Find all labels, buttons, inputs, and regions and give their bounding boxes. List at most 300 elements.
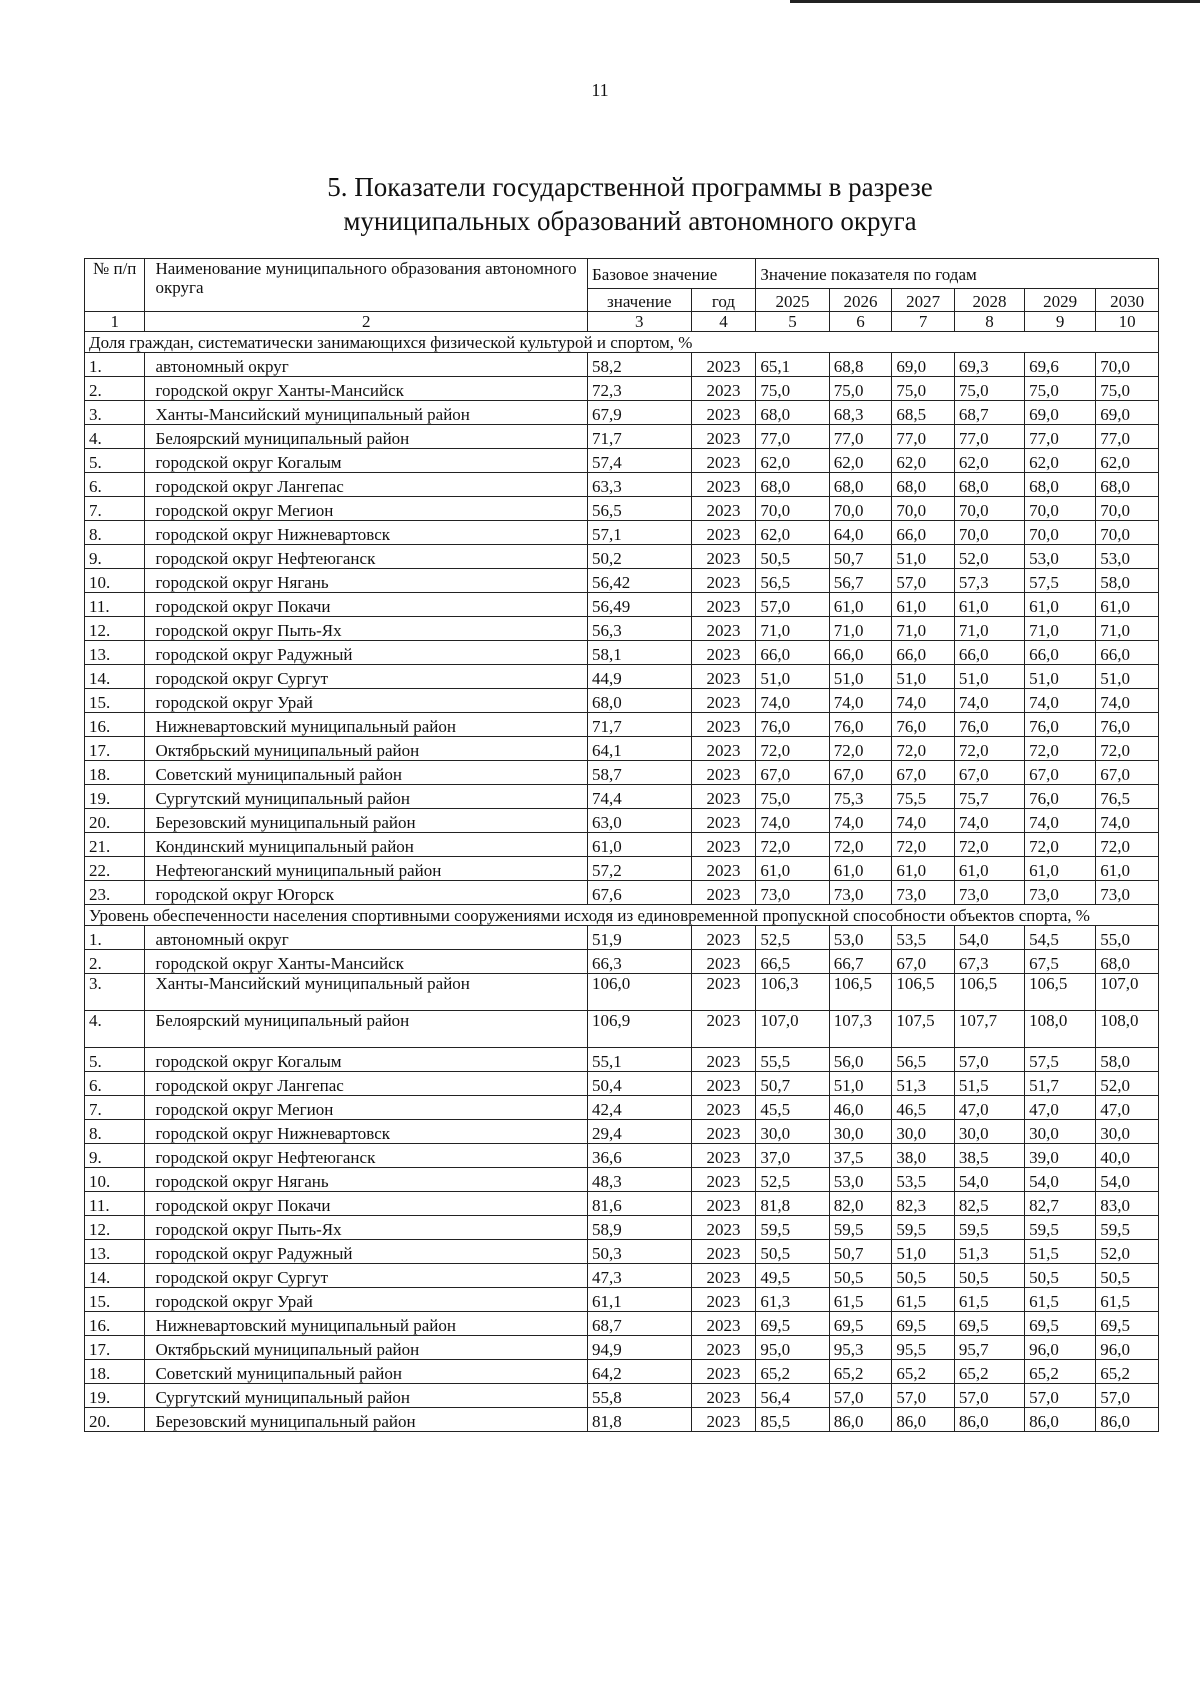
row-number: 9. [85, 1144, 145, 1168]
row-number: 13. [85, 641, 145, 665]
year-value-2030: 54,0 [1096, 1168, 1159, 1192]
table-row [85, 1168, 1159, 1192]
year-value-2030: 58,0 [1096, 1048, 1159, 1072]
municipality-name: городской округ Нягань [145, 1168, 588, 1192]
municipality-name: городской округ Ханты-Мансийск [145, 950, 588, 974]
row-number: 5. [85, 1048, 145, 1072]
year-value-2028: 68,7 [954, 401, 1024, 425]
year-value-2030: 30,0 [1096, 1120, 1159, 1144]
row-number: 17. [85, 737, 145, 761]
municipality-name: Белоярский муниципальный район [145, 425, 588, 449]
year-value-2029: 65,2 [1025, 1360, 1096, 1384]
municipality-name: Ханты-Мансийский муниципальный район [145, 401, 588, 425]
base-value: 50,4 [587, 1072, 691, 1096]
year-value-2030: 70,0 [1096, 521, 1159, 545]
year-value-2025: 73,0 [756, 881, 829, 905]
table-row [85, 665, 1159, 689]
municipality-name: Нефтеюганский муниципальный район [145, 857, 588, 881]
year-value-2028: 59,5 [954, 1216, 1024, 1240]
year-value-2030: 70,0 [1096, 497, 1159, 521]
header-year-2030: 2030 [1096, 288, 1159, 311]
year-value-2029: 67,0 [1025, 761, 1096, 785]
base-year: 2023 [691, 809, 756, 833]
year-value-2025: 106,3 [756, 974, 829, 1011]
year-value-2026: 70,0 [829, 497, 892, 521]
row-number: 10. [85, 569, 145, 593]
year-value-2027: 69,5 [892, 1312, 955, 1336]
year-value-2026: 61,0 [829, 857, 892, 881]
base-value: 56,5 [587, 497, 691, 521]
year-value-2027: 62,0 [892, 449, 955, 473]
base-year: 2023 [691, 1264, 756, 1288]
year-value-2027: 57,0 [892, 569, 955, 593]
table-row [85, 641, 1159, 665]
year-value-2028: 75,0 [954, 377, 1024, 401]
year-value-2027: 57,0 [892, 1384, 955, 1408]
base-value: 94,9 [587, 1336, 691, 1360]
year-value-2025: 52,5 [756, 1168, 829, 1192]
table-row [85, 1408, 1159, 1432]
table-row [85, 761, 1159, 785]
year-value-2025: 72,0 [756, 737, 829, 761]
year-value-2030: 65,2 [1096, 1360, 1159, 1384]
base-year: 2023 [691, 569, 756, 593]
year-value-2025: 61,0 [756, 857, 829, 881]
table-row [85, 1011, 1159, 1048]
base-year: 2023 [691, 353, 756, 377]
municipality-name: городской округ Пыть-Ях [145, 1216, 588, 1240]
table-row [85, 926, 1159, 950]
table-row [85, 1192, 1159, 1216]
page-title [0, 170, 1200, 238]
year-value-2030: 76,5 [1096, 785, 1159, 809]
year-value-2030: 52,0 [1096, 1240, 1159, 1264]
year-value-2028: 51,0 [954, 665, 1024, 689]
municipality-name: городской округ Нефтеюганск [145, 545, 588, 569]
table-row [85, 497, 1159, 521]
year-value-2026: 69,5 [829, 1312, 892, 1336]
year-value-2026: 62,0 [829, 449, 892, 473]
municipality-name: городской округ Когалым [145, 449, 588, 473]
year-value-2029: 51,7 [1025, 1072, 1096, 1096]
base-value: 72,3 [587, 377, 691, 401]
year-value-2029: 75,0 [1025, 377, 1096, 401]
year-value-2028: 71,0 [954, 617, 1024, 641]
year-value-2025: 51,0 [756, 665, 829, 689]
year-value-2029: 51,5 [1025, 1240, 1096, 1264]
year-value-2028: 30,0 [954, 1120, 1024, 1144]
row-number: 5. [85, 449, 145, 473]
year-value-2029: 66,0 [1025, 641, 1096, 665]
municipality-name: городской округ Покачи [145, 1192, 588, 1216]
year-value-2029: 108,0 [1025, 1011, 1096, 1048]
municipality-name: городской округ Ханты-Мансийск [145, 377, 588, 401]
year-value-2029: 67,5 [1025, 950, 1096, 974]
base-value: 55,1 [587, 1048, 691, 1072]
year-value-2027: 76,0 [892, 713, 955, 737]
base-year: 2023 [691, 1011, 756, 1048]
row-number: 16. [85, 1312, 145, 1336]
municipality-name: Сургутский муниципальный район [145, 785, 588, 809]
page-number: 11 [591, 80, 609, 100]
year-value-2029: 54,5 [1025, 926, 1096, 950]
municipality-name: автономный округ [145, 353, 588, 377]
table-row [85, 1360, 1159, 1384]
table-row [85, 689, 1159, 713]
year-value-2027: 65,2 [892, 1360, 955, 1384]
year-value-2029: 39,0 [1025, 1144, 1096, 1168]
year-value-2028: 70,0 [954, 497, 1024, 521]
year-value-2025: 75,0 [756, 377, 829, 401]
municipality-name: городской округ Лангепас [145, 473, 588, 497]
base-value: 67,6 [587, 881, 691, 905]
year-value-2027: 74,0 [892, 689, 955, 713]
row-number: 1. [85, 926, 145, 950]
municipality-name: городской округ Сургут [145, 665, 588, 689]
base-year: 2023 [691, 713, 756, 737]
year-value-2030: 107,0 [1096, 974, 1159, 1011]
year-value-2025: 59,5 [756, 1216, 829, 1240]
row-number: 4. [85, 1011, 145, 1048]
base-year: 2023 [691, 641, 756, 665]
year-value-2030: 68,0 [1096, 950, 1159, 974]
year-value-2027: 67,0 [892, 950, 955, 974]
year-value-2029: 61,0 [1025, 857, 1096, 881]
title-line-1: 5. Показатели государственной программы в разрезе [327, 172, 933, 202]
header-year-2026: 2026 [829, 288, 892, 311]
base-year: 2023 [691, 1360, 756, 1384]
year-value-2027: 51,3 [892, 1072, 955, 1096]
section-title-row [85, 332, 1159, 353]
year-value-2026: 74,0 [829, 689, 892, 713]
year-value-2029: 30,0 [1025, 1120, 1096, 1144]
year-value-2027: 50,5 [892, 1264, 955, 1288]
year-value-2030: 73,0 [1096, 881, 1159, 905]
row-number: 9. [85, 545, 145, 569]
base-year: 2023 [691, 1168, 756, 1192]
year-value-2027: 72,0 [892, 737, 955, 761]
year-value-2028: 54,0 [954, 1168, 1024, 1192]
base-value: 57,2 [587, 857, 691, 881]
row-number: 21. [85, 833, 145, 857]
year-value-2028: 86,0 [954, 1408, 1024, 1432]
year-value-2030: 76,0 [1096, 713, 1159, 737]
year-value-2026: 65,2 [829, 1360, 892, 1384]
table-row [85, 1120, 1159, 1144]
table-row [85, 377, 1159, 401]
year-value-2025: 66,5 [756, 950, 829, 974]
year-value-2027: 95,5 [892, 1336, 955, 1360]
year-value-2027: 72,0 [892, 833, 955, 857]
column-numbers-row [85, 312, 1159, 332]
base-value: 50,3 [587, 1240, 691, 1264]
municipality-name: городской округ Мегион [145, 497, 588, 521]
year-value-2030: 40,0 [1096, 1144, 1159, 1168]
row-number: 6. [85, 473, 145, 497]
base-value: 36,6 [587, 1144, 691, 1168]
municipality-name: городской округ Когалым [145, 1048, 588, 1072]
row-number: 11. [85, 593, 145, 617]
row-number: 13. [85, 1240, 145, 1264]
year-value-2028: 54,0 [954, 926, 1024, 950]
year-value-2029: 76,0 [1025, 713, 1096, 737]
municipality-name: городской округ Пыть-Ях [145, 617, 588, 641]
year-value-2029: 57,5 [1025, 569, 1096, 593]
base-year: 2023 [691, 1408, 756, 1432]
year-value-2029: 47,0 [1025, 1096, 1096, 1120]
municipality-name: Березовский муниципальный район [145, 1408, 588, 1432]
year-value-2029: 51,0 [1025, 665, 1096, 689]
year-value-2027: 53,5 [892, 926, 955, 950]
col-number: 6 [829, 312, 892, 332]
row-number: 16. [85, 713, 145, 737]
year-value-2025: 74,0 [756, 809, 829, 833]
year-value-2027: 51,0 [892, 1240, 955, 1264]
year-value-2025: 68,0 [756, 473, 829, 497]
year-value-2030: 57,0 [1096, 1384, 1159, 1408]
year-value-2026: 107,3 [829, 1011, 892, 1048]
year-value-2026: 61,5 [829, 1288, 892, 1312]
row-number: 10. [85, 1168, 145, 1192]
municipality-name: автономный округ [145, 926, 588, 950]
year-value-2026: 73,0 [829, 881, 892, 905]
base-value: 48,3 [587, 1168, 691, 1192]
indicators-table [84, 258, 1159, 1432]
base-value: 106,0 [587, 974, 691, 1011]
year-value-2030: 67,0 [1096, 761, 1159, 785]
year-value-2028: 106,5 [954, 974, 1024, 1011]
table-row [85, 1096, 1159, 1120]
year-value-2030: 61,0 [1096, 593, 1159, 617]
row-number: 3. [85, 974, 145, 1011]
year-value-2025: 56,4 [756, 1384, 829, 1408]
year-value-2030: 69,0 [1096, 401, 1159, 425]
year-value-2027: 56,5 [892, 1048, 955, 1072]
year-value-2030: 66,0 [1096, 641, 1159, 665]
table-row [85, 713, 1159, 737]
row-number: 19. [85, 785, 145, 809]
year-value-2028: 82,5 [954, 1192, 1024, 1216]
base-year: 2023 [691, 1120, 756, 1144]
table-row [85, 1384, 1159, 1408]
municipality-name: городской округ Покачи [145, 593, 588, 617]
municipality-name: городской округ Нягань [145, 569, 588, 593]
year-value-2030: 52,0 [1096, 1072, 1159, 1096]
header-year-2028: 2028 [954, 288, 1024, 311]
year-value-2028: 50,5 [954, 1264, 1024, 1288]
year-value-2026: 53,0 [829, 1168, 892, 1192]
year-value-2028: 61,5 [954, 1288, 1024, 1312]
year-value-2030: 68,0 [1096, 473, 1159, 497]
base-year: 2023 [691, 473, 756, 497]
year-value-2025: 37,0 [756, 1144, 829, 1168]
year-value-2029: 69,0 [1025, 401, 1096, 425]
base-value: 64,2 [587, 1360, 691, 1384]
base-value: 56,49 [587, 593, 691, 617]
header-year-2029: 2029 [1025, 288, 1096, 311]
table-row [85, 1264, 1159, 1288]
year-value-2026: 61,0 [829, 593, 892, 617]
year-value-2029: 61,5 [1025, 1288, 1096, 1312]
year-value-2028: 74,0 [954, 809, 1024, 833]
base-value: 64,1 [587, 737, 691, 761]
year-value-2025: 67,0 [756, 761, 829, 785]
row-number: 20. [85, 809, 145, 833]
base-value: 58,2 [587, 353, 691, 377]
row-number: 8. [85, 521, 145, 545]
year-value-2025: 65,1 [756, 353, 829, 377]
year-value-2025: 68,0 [756, 401, 829, 425]
year-value-2027: 30,0 [892, 1120, 955, 1144]
base-value: 63,3 [587, 473, 691, 497]
year-value-2025: 66,0 [756, 641, 829, 665]
year-value-2027: 86,0 [892, 1408, 955, 1432]
year-value-2027: 68,5 [892, 401, 955, 425]
base-value: 58,9 [587, 1216, 691, 1240]
col-number: 4 [691, 312, 756, 332]
year-value-2028: 65,2 [954, 1360, 1024, 1384]
table-row [85, 1072, 1159, 1096]
title-line-2: муниципальных образований автономного округа [343, 206, 917, 236]
year-value-2030: 74,0 [1096, 809, 1159, 833]
year-value-2029: 86,0 [1025, 1408, 1096, 1432]
table-row [85, 857, 1159, 881]
base-value: 66,3 [587, 950, 691, 974]
year-value-2029: 77,0 [1025, 425, 1096, 449]
table-row [85, 353, 1159, 377]
base-value: 74,4 [587, 785, 691, 809]
base-value: 57,4 [587, 449, 691, 473]
row-number: 12. [85, 617, 145, 641]
base-year: 2023 [691, 521, 756, 545]
base-year: 2023 [691, 737, 756, 761]
year-value-2028: 66,0 [954, 641, 1024, 665]
year-value-2026: 57,0 [829, 1384, 892, 1408]
page-edge-line [790, 0, 1200, 3]
year-value-2026: 50,7 [829, 1240, 892, 1264]
year-value-2030: 74,0 [1096, 689, 1159, 713]
year-value-2029: 82,7 [1025, 1192, 1096, 1216]
table-row [85, 1288, 1159, 1312]
year-value-2026: 72,0 [829, 737, 892, 761]
table-row [85, 1048, 1159, 1072]
col-number: 10 [1096, 312, 1159, 332]
year-value-2025: 50,5 [756, 1240, 829, 1264]
table-row [85, 593, 1159, 617]
row-number: 2. [85, 950, 145, 974]
municipality-name: Советский муниципальный район [145, 1360, 588, 1384]
base-value: 68,7 [587, 1312, 691, 1336]
municipality-name: городской округ Урай [145, 1288, 588, 1312]
year-value-2030: 96,0 [1096, 1336, 1159, 1360]
year-value-2030: 51,0 [1096, 665, 1159, 689]
year-value-2028: 57,3 [954, 569, 1024, 593]
municipality-name: Белоярский муниципальный район [145, 1011, 588, 1048]
row-number: 7. [85, 497, 145, 521]
col-number: 9 [1025, 312, 1096, 332]
year-value-2026: 66,7 [829, 950, 892, 974]
year-value-2027: 61,0 [892, 857, 955, 881]
year-value-2029: 73,0 [1025, 881, 1096, 905]
municipality-name: городской округ Югорск [145, 881, 588, 905]
table-row [85, 521, 1159, 545]
year-value-2028: 51,5 [954, 1072, 1024, 1096]
year-value-2029: 62,0 [1025, 449, 1096, 473]
year-value-2025: 69,5 [756, 1312, 829, 1336]
base-value: 56,42 [587, 569, 691, 593]
base-year: 2023 [691, 761, 756, 785]
row-number: 22. [85, 857, 145, 881]
year-value-2030: 53,0 [1096, 545, 1159, 569]
indicators-table-wrap [84, 258, 1159, 1432]
year-value-2030: 72,0 [1096, 833, 1159, 857]
base-value: 44,9 [587, 665, 691, 689]
base-value: 47,3 [587, 1264, 691, 1288]
row-number: 14. [85, 665, 145, 689]
municipality-name: Октябрьский муниципальный район [145, 1336, 588, 1360]
header-year-2025: 2025 [756, 288, 829, 311]
year-value-2030: 62,0 [1096, 449, 1159, 473]
year-value-2027: 61,0 [892, 593, 955, 617]
year-value-2029: 59,5 [1025, 1216, 1096, 1240]
year-value-2026: 37,5 [829, 1144, 892, 1168]
year-value-2030: 61,5 [1096, 1288, 1159, 1312]
table-row [85, 401, 1159, 425]
year-value-2025: 30,0 [756, 1120, 829, 1144]
year-value-2026: 50,5 [829, 1264, 892, 1288]
base-value: 50,2 [587, 545, 691, 569]
year-value-2029: 53,0 [1025, 545, 1096, 569]
year-value-2026: 67,0 [829, 761, 892, 785]
year-value-2026: 51,0 [829, 1072, 892, 1096]
municipality-name: Нижневартовский муниципальный район [145, 1312, 588, 1336]
base-year: 2023 [691, 1312, 756, 1336]
header-name: Наименование муниципального образования автономного округа [145, 259, 588, 312]
col-number: 3 [587, 312, 691, 332]
table-row [85, 809, 1159, 833]
year-value-2026: 56,0 [829, 1048, 892, 1072]
row-number: 11. [85, 1192, 145, 1216]
year-value-2026: 59,5 [829, 1216, 892, 1240]
row-number: 18. [85, 761, 145, 785]
year-value-2029: 74,0 [1025, 689, 1096, 713]
year-value-2030: 75,0 [1096, 377, 1159, 401]
year-value-2028: 72,0 [954, 833, 1024, 857]
year-value-2028: 61,0 [954, 857, 1024, 881]
year-value-2025: 56,5 [756, 569, 829, 593]
base-year: 2023 [691, 377, 756, 401]
col-number: 7 [892, 312, 955, 332]
table-row [85, 974, 1159, 1011]
year-value-2029: 72,0 [1025, 737, 1096, 761]
year-value-2028: 69,5 [954, 1312, 1024, 1336]
year-value-2027: 107,5 [892, 1011, 955, 1048]
base-value: 55,8 [587, 1384, 691, 1408]
row-number: 18. [85, 1360, 145, 1384]
base-value: 67,9 [587, 401, 691, 425]
year-value-2025: 55,5 [756, 1048, 829, 1072]
year-value-2025: 62,0 [756, 521, 829, 545]
row-number: 20. [85, 1408, 145, 1432]
row-number: 23. [85, 881, 145, 905]
year-value-2027: 61,5 [892, 1288, 955, 1312]
year-value-2028: 62,0 [954, 449, 1024, 473]
municipality-name: Нижневартовский муниципальный район [145, 713, 588, 737]
year-value-2027: 53,5 [892, 1168, 955, 1192]
year-value-2026: 95,3 [829, 1336, 892, 1360]
year-value-2029: 69,6 [1025, 353, 1096, 377]
year-value-2026: 75,0 [829, 377, 892, 401]
